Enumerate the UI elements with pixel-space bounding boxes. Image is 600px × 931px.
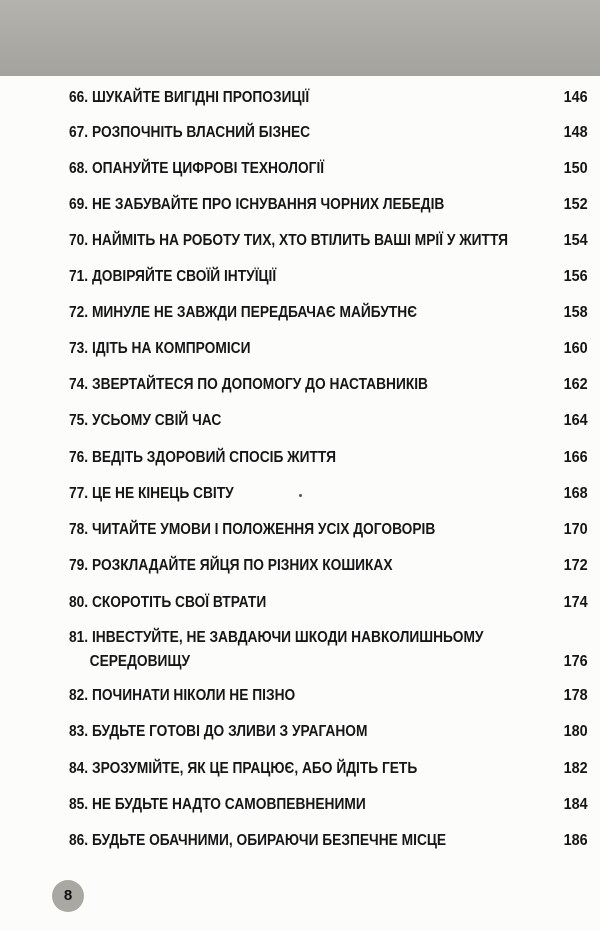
toc-entry-page: 180 <box>563 723 588 740</box>
toc-entry-title: 79. РОЗКЛАДАЙТЕ ЯЙЦЯ ПО РІЗНИХ КОШИКАХ <box>69 557 393 574</box>
toc-entry-page: 164 <box>563 412 588 429</box>
toc-entry-title: 71. ДОВІРЯЙТЕ СВОЇЙ ІНТУЇЦІЇ <box>69 268 277 285</box>
toc-entry-page: 166 <box>563 449 588 466</box>
toc-entry-title: 73. ІДІТЬ НА КОМПРОМІСИ <box>69 340 251 357</box>
toc-entry-title: 77. ЦЕ НЕ КІНЕЦЬ СВІТУ <box>69 485 234 502</box>
toc-entry-page: 168 <box>563 485 588 502</box>
toc-entry-page: 176 <box>563 653 588 670</box>
toc-entry-title: 66. ШУКАЙТЕ ВИГІДНІ ПРОПОЗИЦІЇ <box>69 89 310 106</box>
toc-entry-title <box>69 626 499 674</box>
toc-entry-title: 85. НЕ БУДЬТЕ НАДТО САМОВПЕВНЕНИМИ <box>69 796 366 813</box>
toc-entry-title: 83. БУДЬТЕ ГОТОВІ ДО ЗЛИВИ З УРАГАНОМ <box>69 723 368 740</box>
toc-entry-page: 154 <box>563 232 588 249</box>
toc-entry-page: 148 <box>563 124 588 141</box>
toc-entry-title: 75. УСЬОМУ СВІЙ ЧАС <box>69 412 222 429</box>
toc-entry[interactable] <box>0 626 600 678</box>
toc-entry-title: 74. ЗВЕРТАЙТЕСЯ ПО ДОПОМОГУ ДО НАСТАВНИКІВ <box>69 376 428 393</box>
toc-entry-page: 156 <box>563 268 588 285</box>
toc-entry-title: 78. ЧИТАЙТЕ УМОВИ І ПОЛОЖЕННЯ УСІХ ДОГОВОРІВ <box>69 521 436 538</box>
toc-entry-page: 184 <box>563 796 588 813</box>
print-speck <box>299 494 302 497</box>
toc-entry-title: 68. ОПАНУЙТЕ ЦИФРОВІ ТЕХНОЛОГІЇ <box>69 160 325 177</box>
toc-entry-title: 67. РОЗПОЧНІТЬ ВЛАСНИЙ БІЗНЕС <box>69 124 311 141</box>
toc-entry-page: 150 <box>563 160 588 177</box>
toc-entry-page: 172 <box>563 557 588 574</box>
toc-entry-page: 186 <box>563 832 588 849</box>
toc-entry-title: 82. ПОЧИНАТИ НІКОЛИ НЕ ПІЗНО <box>69 687 296 704</box>
toc-entry-page: 160 <box>563 340 588 357</box>
toc-entry-page: 170 <box>563 521 588 538</box>
page-number-badge: 8 <box>52 880 84 912</box>
toc-entry-title: 76. ВЕДІТЬ ЗДОРОВИЙ СПОСІБ ЖИТТЯ <box>69 449 337 466</box>
toc-entry-title: 84. ЗРОЗУМІЙТЕ, ЯК ЦЕ ПРАЦЮЄ, АБО ЙДІТЬ ГЕТЬ <box>69 760 418 777</box>
toc-entry-title: 69. НЕ ЗАБУВАЙТЕ ПРО ІСНУВАННЯ ЧОРНИХ ЛЕБЕДІВ <box>69 196 445 213</box>
toc-entry-title: 70. НАЙМІТЬ НА РОБОТУ ТИХ, ХТО ВТІЛИТЬ ВАШІ МРІЇ У ЖИТТЯ <box>69 232 509 249</box>
toc-entry-page: 158 <box>563 304 588 321</box>
toc-entry-page: 162 <box>563 376 588 393</box>
toc-entry-title: 80. СКОРОТІТЬ СВОЇ ВТРАТИ <box>69 594 267 611</box>
toc-entry-page: 182 <box>563 760 588 777</box>
toc-entry-title: 86. БУДЬТЕ ОБАЧНИМИ, ОБИРАЮЧИ БЕЗПЕЧНЕ МІСЦЕ <box>69 832 447 849</box>
toc-entry-title-line1: 81. ІНВЕСТУЙТЕ, НЕ ЗАВДАЮЧИ ШКОДИ НАВКОЛИШНЬОМУ <box>69 629 484 646</box>
toc-entry-page: 146 <box>563 89 588 106</box>
toc-entry-page: 152 <box>563 196 588 213</box>
toc-entry-page: 178 <box>563 687 588 704</box>
toc-entry-title-line2: СЕРЕДОВИЩУ <box>89 653 191 670</box>
toc-entry-title: 72. МИНУЛЕ НЕ ЗАВЖДИ ПЕРЕДБАЧАЄ МАЙБУТНЄ <box>69 304 418 321</box>
toc-entry-page: 174 <box>563 594 588 611</box>
